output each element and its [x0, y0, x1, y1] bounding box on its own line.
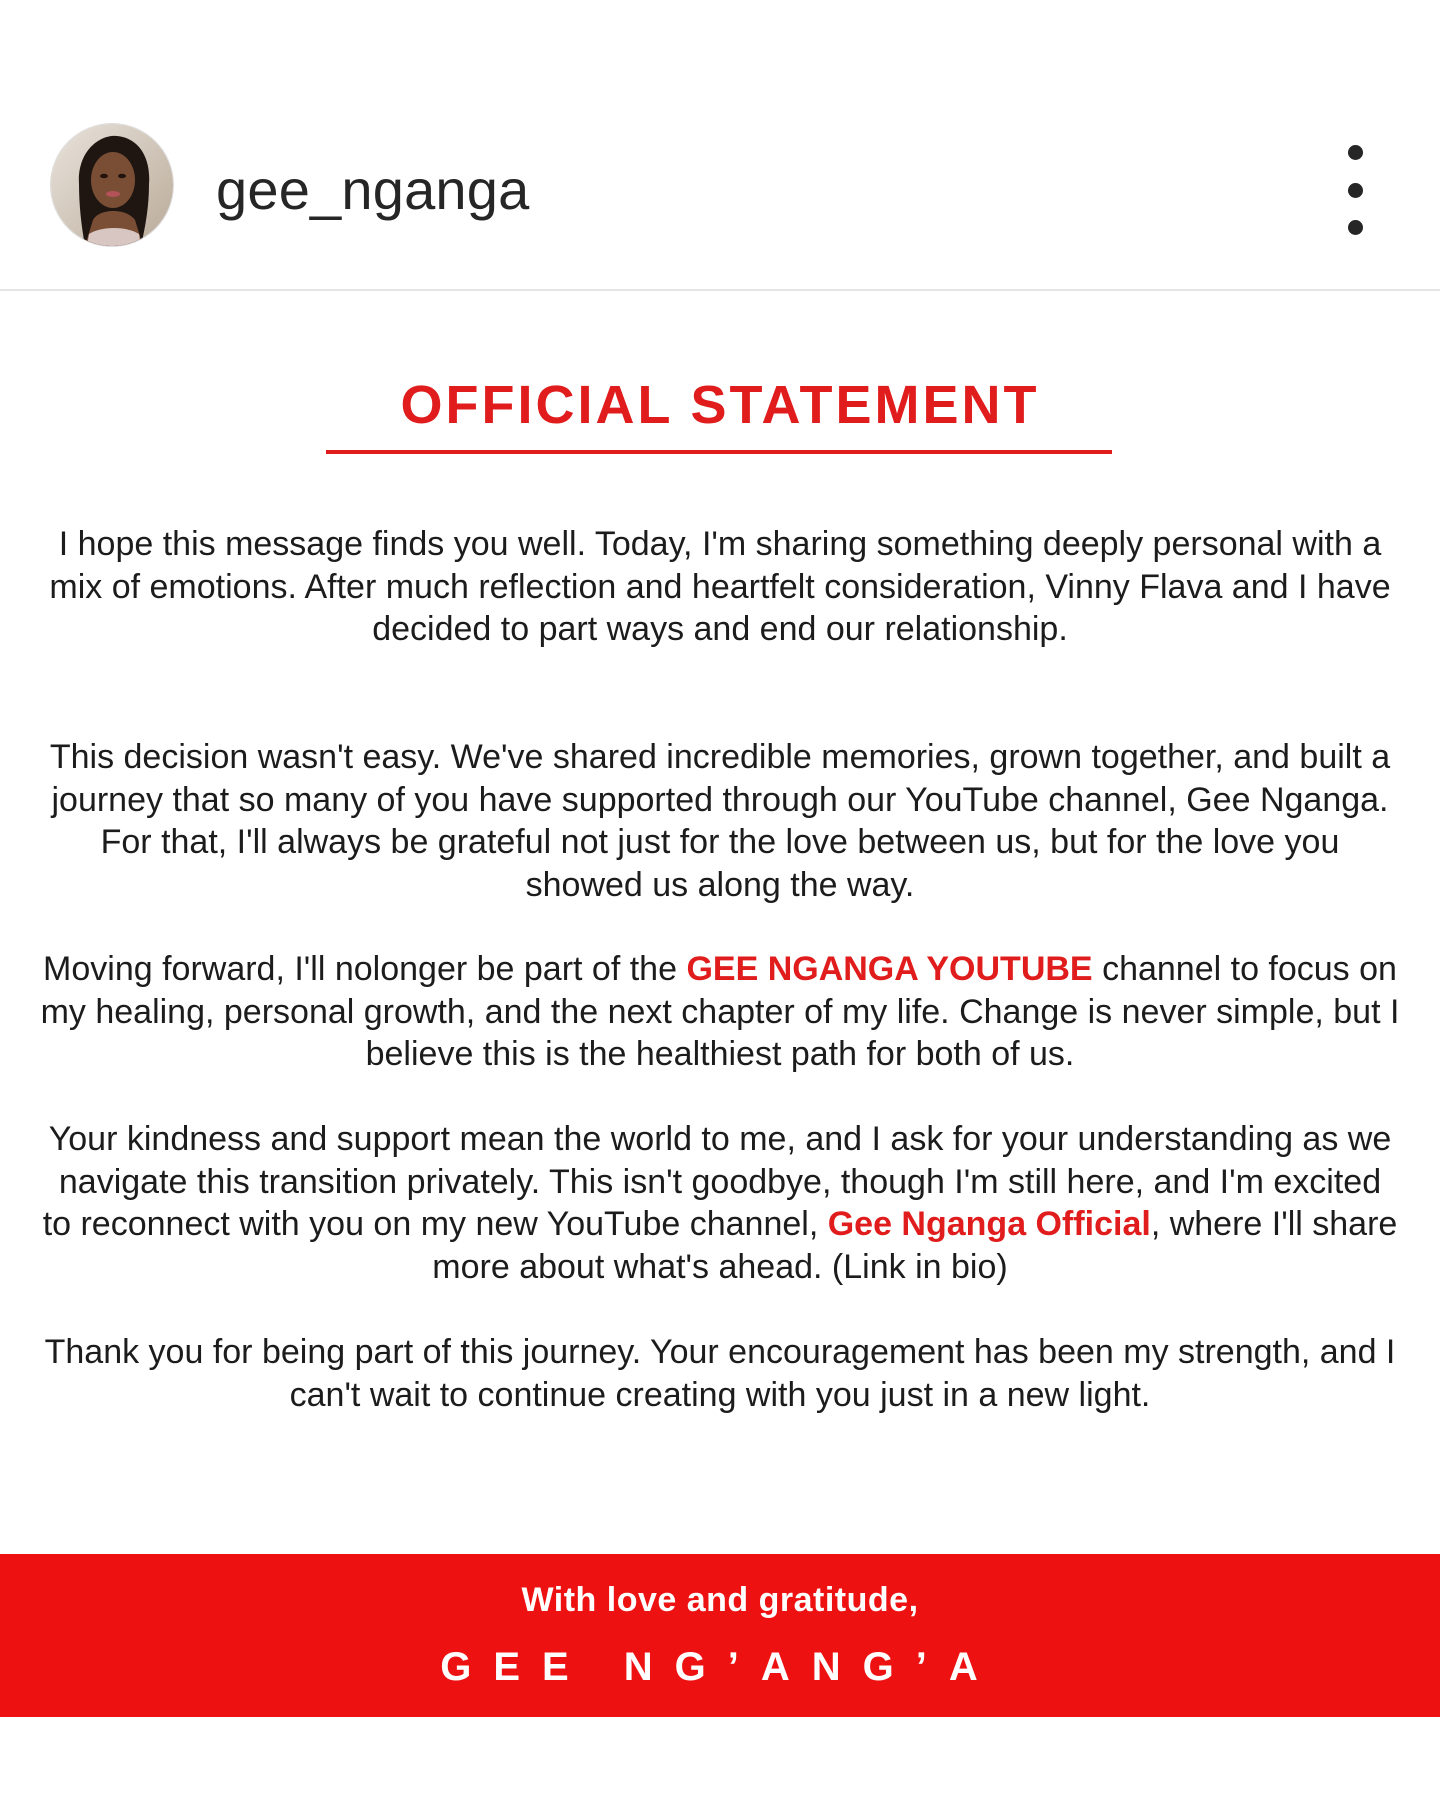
paragraph-4-text-after: , where I'll share more about what's ahead. (Link in bio)	[432, 1205, 1398, 1286]
more-vertical-icon-dot	[1348, 220, 1363, 235]
statement-paragraph-3	[40, 948, 1400, 1076]
username[interactable]: gee_nganga	[216, 158, 530, 221]
statement-title: OFFICIAL STATEMENT	[400, 375, 1040, 435]
paragraph-4-text-before: Your kindness and support mean the world to me, and I ask for your understanding as we navigate this transition privately. This isn't goodbye, though I'm still here, and I'm excited to reconnect with you on my new YouTube channel,	[42, 1120, 1392, 1243]
post-header	[0, 0, 1440, 291]
profile-photo-avatar	[51, 124, 173, 246]
statement-paragraph-5: Thank you for being part of this journey. Your encouragement has been my strength, and I can't wait to continue creating with you just in a new light.	[44, 1333, 1396, 1414]
statement-paragraph-4	[40, 1118, 1400, 1288]
more-options-button[interactable]	[1330, 145, 1380, 235]
paragraph-3-text-before: Moving forward, I'll nolonger be part of the	[43, 950, 687, 988]
signoff-name: GEE NG’ANG’A	[440, 1645, 1000, 1689]
avatar[interactable]	[51, 124, 173, 246]
title-underline	[326, 450, 1112, 454]
signoff-banner	[0, 1554, 1440, 1717]
signoff-line: With love and gratitude,	[521, 1581, 919, 1619]
statement-paragraph-2: This decision wasn't easy. We've shared incredible memories, grown together, and built a journey that so many of you have supported through our YouTube channel, Gee Nganga. For that, I'll always be grateful not just for the love between us, but for the love you showed us along the way.	[49, 738, 1391, 904]
youtube-channel-highlight: GEE NGANGA YOUTUBE	[686, 950, 1093, 988]
paragraph-3-text-after: channel to focus on my healing, personal growth, and the next chapter of my life. Change is never simple, but I believe this is the healthiest path for both of us.	[40, 950, 1400, 1073]
statement-paragraph-1: I hope this message finds you well. Today, I'm sharing something deeply personal with a mix of emotions. After much reflection and heartfelt consideration, Vinny Flava and I have decided to part ways and end our relationship.	[49, 525, 1391, 648]
new-channel-highlight: Gee Nganga Official	[827, 1205, 1151, 1243]
more-vertical-icon	[1348, 145, 1363, 160]
more-vertical-icon-dot	[1348, 183, 1363, 198]
